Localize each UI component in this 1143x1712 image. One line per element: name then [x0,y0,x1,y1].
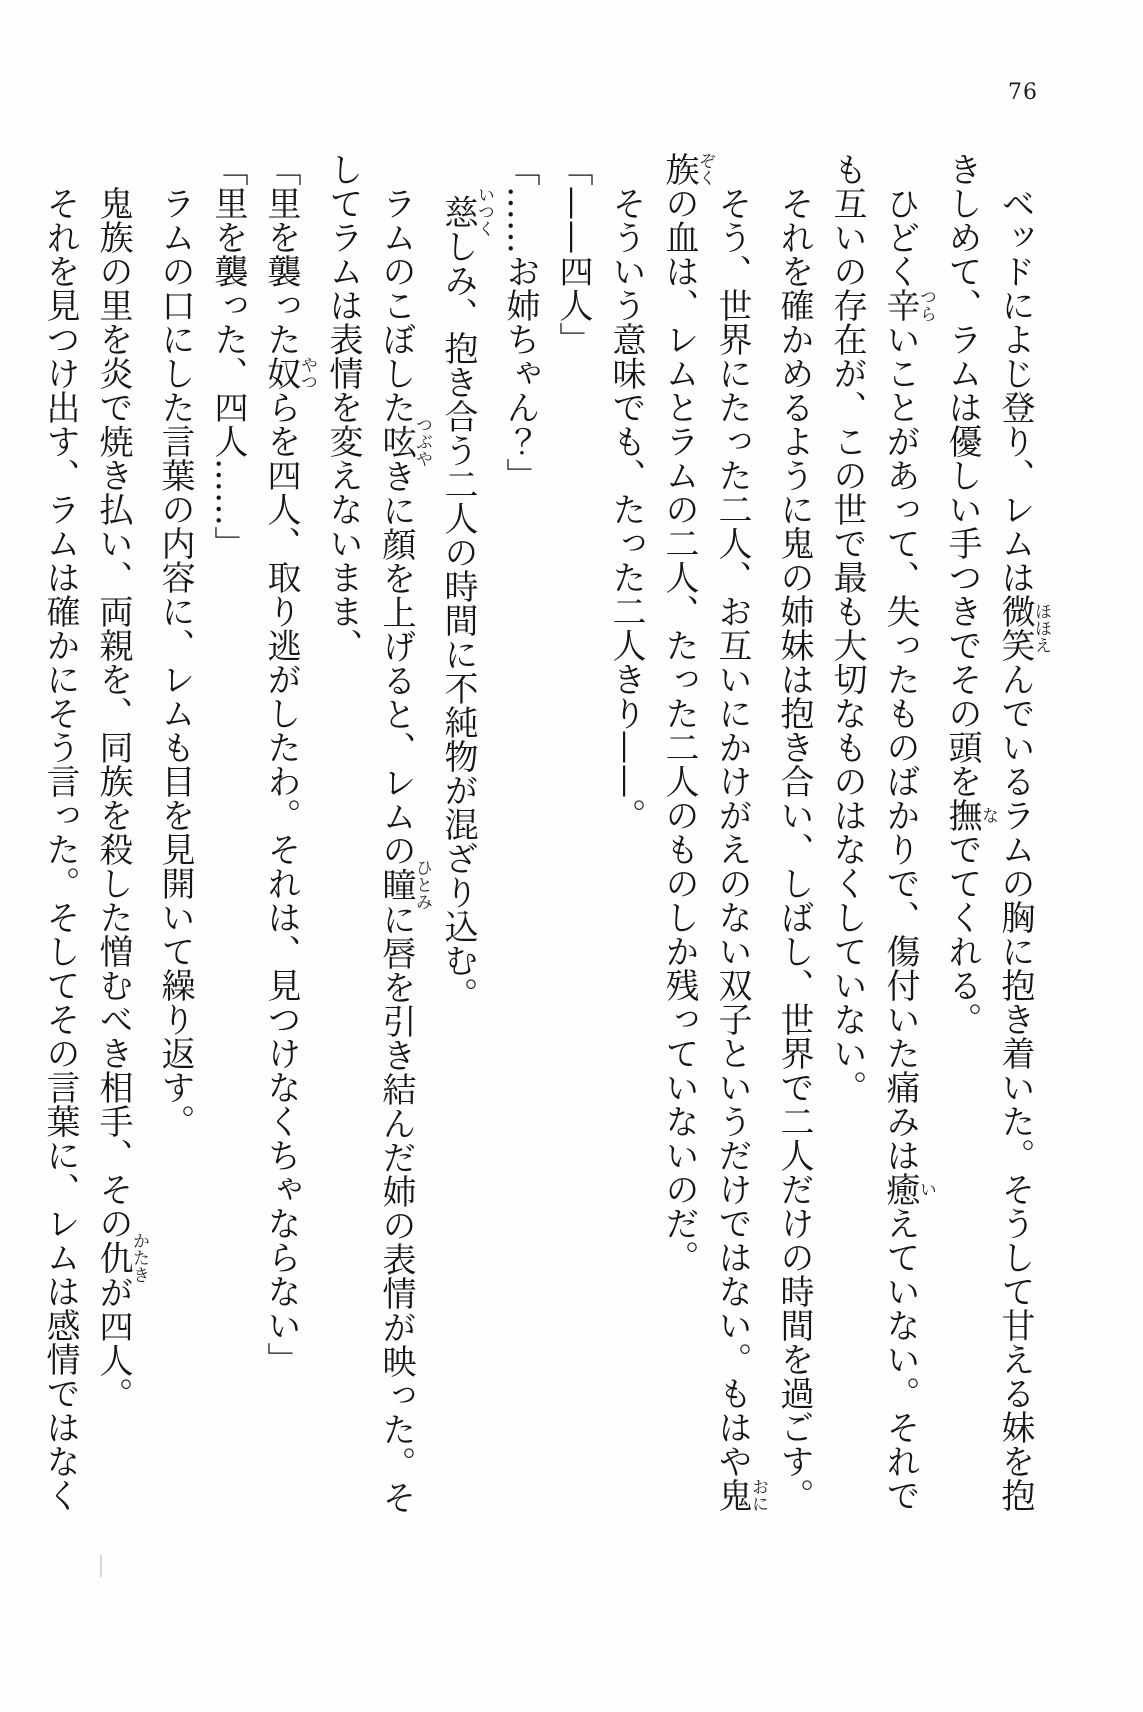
paragraph: 「——四人」 [553,152,593,356]
ruby-annotated-word: 瞳ひとみ [376,859,432,910]
ruby-annotated-word: 仇かたき [93,1232,149,1283]
paragraph: 「里を襲った、四人……」 [208,152,248,560]
paragraph: それを確かめるように鬼の姉妹は抱き合い、しばし、世界で二人だけの時間を過ごす。 [774,186,814,1512]
paragraph: 「……お姉ちゃん？」 [500,152,540,492]
ruby-annotated-word: 癒い [880,1172,936,1206]
paragraph: それを見つけ出す、ラムは確かにそう言った。そしてその言葉に、レムは感情ではなく [40,186,80,1512]
paragraph: 鬼族の里を炎で焼き払い、両親を、同族を殺した憎むべき相手、その仇かたきが四人。 [93,186,149,1411]
scan-artifact [100,1555,102,1577]
paragraph: ベッドによじ登り、レムは微笑ほほえんでいるラムの胸に抱き着いた。そうして甘える妹を抱きしめて、ラムは優しい手つきでその頭を撫なでてくれる。 [942,152,1051,1512]
paragraph: 慈いつくしみ、抱き合う二人の時間に不純物が混ざり込む。 [438,186,494,1011]
paragraph: そういう意味でも、たった二人きり——。 [606,186,646,832]
ruby-annotated-word: 慈いつく [438,186,494,237]
ruby-annotated-word: 鬼おに [712,1478,768,1512]
ruby-annotated-word: 奴やつ [261,356,317,390]
paragraph: ラムのこぼした呟つぶやきに顔を上げると、レムの瞳ひとみに唇を引き結んだ姉の表情が映った。そしてラムは表情を変えないまま、 [323,152,432,1514]
text-block [33,152,1050,1514]
ruby-annotated-word: 辛つら [880,288,936,322]
ruby-annotated-word: 撫な [942,798,998,832]
paragraph: 「里を襲った奴やつらを四人、取り逃がしたわ。それは、見つけなくちゃならない」 [261,152,317,1376]
paragraph: ひどく辛つらいことがあって、失ったものばかりで、傷付いた痛みは癒いえていない。それでも互いの存在が、この世で最も大切なものはなくしていない。 [827,152,936,1512]
paragraph: そう、世界にたった二人、お互いにかけがえのない双子というだけではない。もはや鬼おに族ぞくの血は、レムとラムの二人、たった二人のものしか残っていないのだ。 [659,152,768,1512]
ruby-annotated-word: 微笑ほほえ [995,594,1051,662]
ruby-annotated-word: 呟つぶや [376,416,432,467]
ruby-annotated-word: 族ぞく [659,152,715,186]
page-number: 76 [1008,80,1038,105]
paragraph: ラムの口にした言葉の内容に、レムも目を見開いて繰り返す。 [155,186,195,1138]
